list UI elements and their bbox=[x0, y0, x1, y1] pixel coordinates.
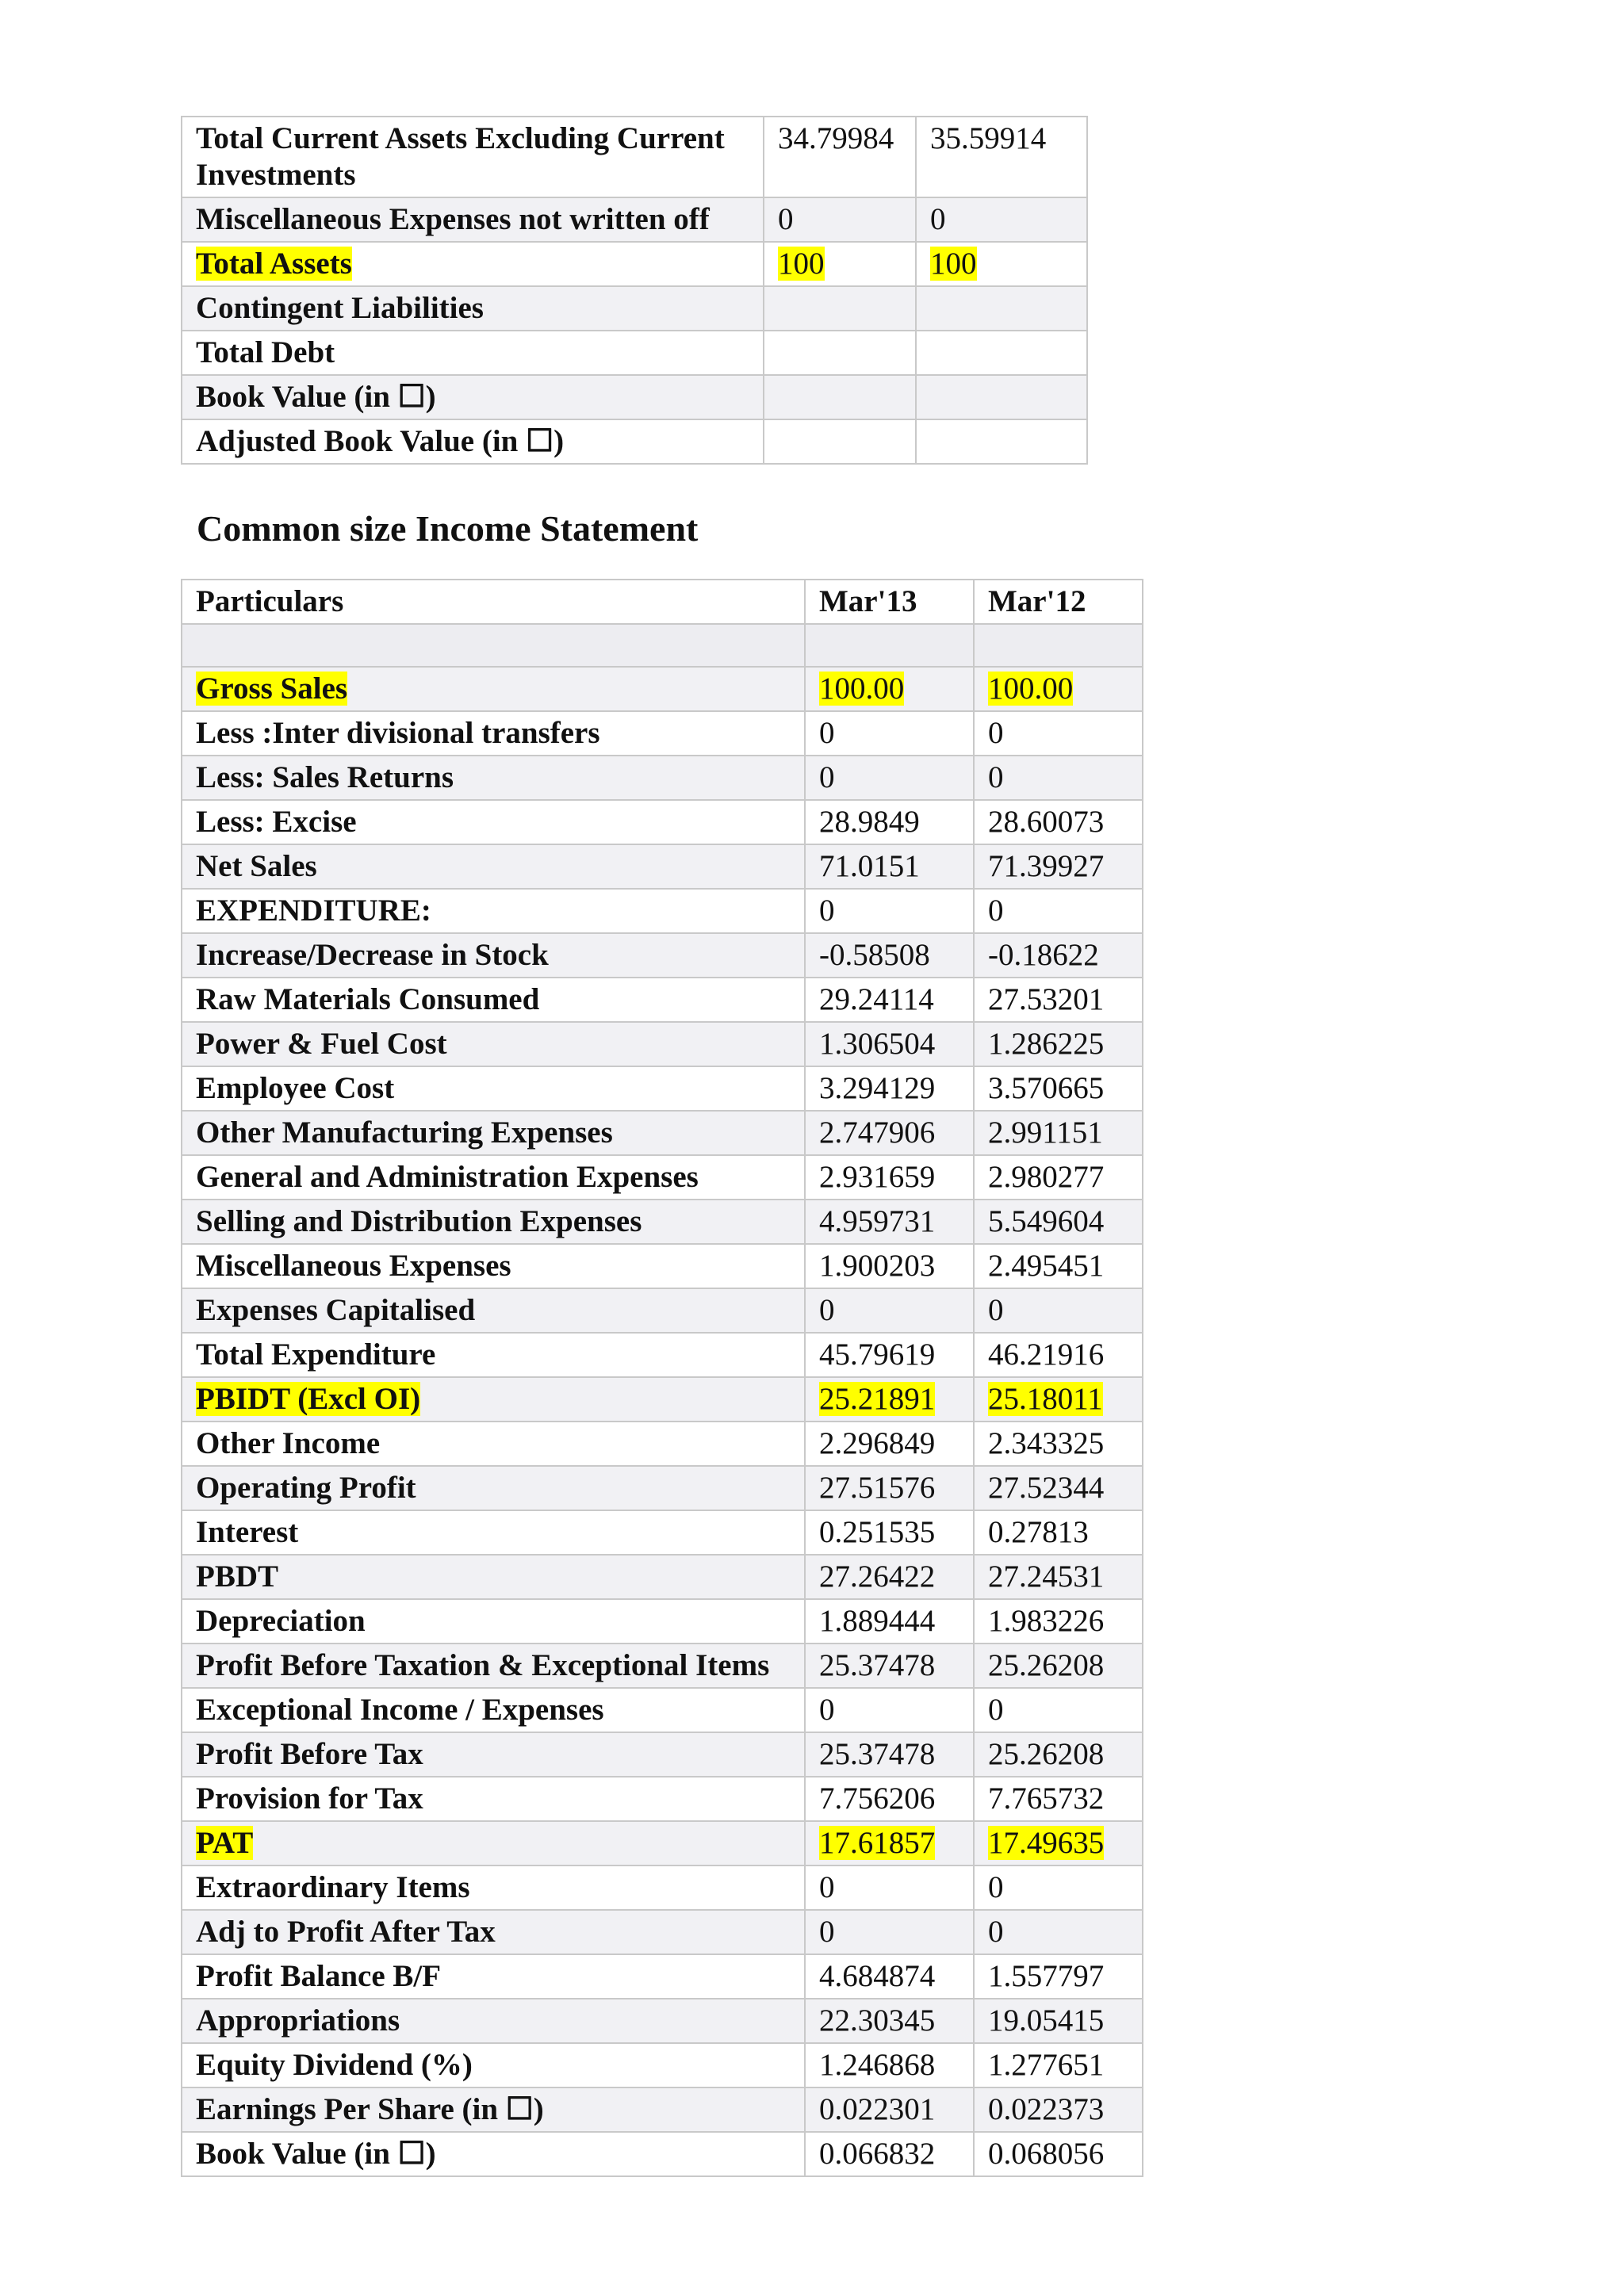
income-mar12-text: 28.60073 bbox=[988, 805, 1105, 839]
income-mar13-cell bbox=[805, 1954, 974, 1999]
balance-mar12-cell bbox=[916, 286, 1087, 331]
income-label-cell bbox=[182, 1954, 805, 1999]
income-row bbox=[182, 1422, 1143, 1466]
income-label-cell bbox=[182, 1111, 805, 1155]
balance-mar12-cell bbox=[916, 117, 1087, 197]
income-mar12-text: 1.277651 bbox=[988, 2048, 1105, 2082]
income-mar13-cell bbox=[805, 1555, 974, 1599]
income-mar13-text: 2.296849 bbox=[819, 1426, 936, 1460]
balance-mar13-cell bbox=[764, 286, 916, 331]
income-label-text: Profit Balance B/F bbox=[196, 1959, 442, 1993]
income-mar13-cell bbox=[805, 711, 974, 756]
income-label-text: Selling and Distribution Expenses bbox=[196, 1204, 642, 1238]
balance-mar12-text: 0 bbox=[930, 202, 946, 236]
income-mar12-text: 0 bbox=[988, 760, 1004, 794]
income-mar13-cell bbox=[805, 1821, 974, 1866]
income-mar12-cell bbox=[974, 1377, 1143, 1422]
balance-row bbox=[182, 331, 1087, 375]
income-label-cell bbox=[182, 1333, 805, 1377]
balance-label-cell bbox=[182, 197, 764, 242]
balance-mar13-cell bbox=[764, 242, 916, 286]
balance-row bbox=[182, 375, 1087, 419]
income-label-cell bbox=[182, 1510, 805, 1555]
balance-row bbox=[182, 197, 1087, 242]
income-label-text: Profit Before Tax bbox=[196, 1737, 423, 1771]
income-mar13-cell bbox=[805, 800, 974, 844]
income-mar12-cell bbox=[974, 2087, 1143, 2132]
income-mar13-cell bbox=[805, 1466, 974, 1510]
income-mar12-text: 5.549604 bbox=[988, 1204, 1105, 1238]
income-mar13-cell bbox=[805, 2087, 974, 2132]
income-label-cell bbox=[182, 1066, 805, 1111]
income-label-text: Total Expenditure bbox=[196, 1337, 436, 1372]
income-label-cell bbox=[182, 844, 805, 889]
income-row bbox=[182, 1200, 1143, 1244]
income-mar13-text: 0 bbox=[819, 1693, 835, 1727]
income-mar13-cell bbox=[805, 1155, 974, 1200]
balance-mar12-text: 100 bbox=[930, 247, 977, 281]
balance-mar13-text: 0 bbox=[778, 202, 794, 236]
income-mar13-text: 22.30345 bbox=[819, 2003, 936, 2038]
income-label-text: Adj to Profit After Tax bbox=[196, 1915, 496, 1949]
income-mar12-text: 0 bbox=[988, 1293, 1004, 1327]
income-mar12-cell bbox=[974, 1022, 1143, 1066]
income-mar12-cell bbox=[974, 889, 1143, 933]
income-label-cell bbox=[182, 1821, 805, 1866]
income-label-cell bbox=[182, 933, 805, 978]
income-row bbox=[182, 889, 1143, 933]
income-mar13-text: 1.889444 bbox=[819, 1604, 936, 1638]
income-mar12-text: 100.00 bbox=[988, 672, 1074, 706]
income-row bbox=[182, 2132, 1143, 2176]
income-mar13-text: 29.24114 bbox=[819, 982, 934, 1016]
income-mar12-text: 0.022373 bbox=[988, 2092, 1105, 2126]
income-mar12-text: 17.49635 bbox=[988, 1826, 1105, 1860]
income-mar13-cell bbox=[805, 933, 974, 978]
income-label-text: Less :Inter divisional transfers bbox=[196, 716, 600, 750]
income-label-text: Depreciation bbox=[196, 1604, 366, 1638]
income-row bbox=[182, 933, 1143, 978]
income-label-text: Raw Materials Consumed bbox=[196, 982, 540, 1016]
income-row bbox=[182, 1510, 1143, 1555]
income-mar12-text: 1.286225 bbox=[988, 1027, 1105, 1061]
income-label-text: Earnings Per Share (in ☐) bbox=[196, 2092, 544, 2126]
income-label-cell bbox=[182, 1244, 805, 1288]
income-mar13-cell bbox=[805, 756, 974, 800]
income-label-text: Gross Sales bbox=[196, 672, 348, 706]
income-mar12-cell bbox=[974, 1821, 1143, 1866]
income-label-text: Exceptional Income / Expenses bbox=[196, 1693, 604, 1727]
balance-label-text: Contingent Liabilities bbox=[196, 291, 484, 325]
income-row bbox=[182, 2043, 1143, 2087]
income-mar13-text: 17.61857 bbox=[819, 1826, 936, 1860]
balance-mar13-cell bbox=[764, 117, 916, 197]
income-row bbox=[182, 667, 1143, 711]
income-row bbox=[182, 1466, 1143, 1510]
income-statement-body bbox=[182, 624, 1143, 2176]
income-mar12-cell bbox=[974, 1466, 1143, 1510]
income-row bbox=[182, 1022, 1143, 1066]
income-mar13-cell bbox=[805, 1999, 974, 2043]
income-row bbox=[182, 1377, 1143, 1422]
income-mar12-cell bbox=[974, 1510, 1143, 1555]
income-label-text: Expenses Capitalised bbox=[196, 1293, 476, 1327]
income-mar12-text: 27.53201 bbox=[988, 982, 1105, 1016]
balance-mar13-cell bbox=[764, 197, 916, 242]
income-spacer-row bbox=[182, 624, 1143, 667]
income-mar12-cell bbox=[974, 1200, 1143, 1244]
income-label-text: Profit Before Taxation & Exceptional Items bbox=[196, 1648, 770, 1682]
income-mar13-text: 27.26422 bbox=[819, 1559, 936, 1594]
balance-mar13-cell bbox=[764, 419, 916, 464]
income-mar12-text: 19.05415 bbox=[988, 2003, 1105, 2038]
income-mar13-cell bbox=[805, 844, 974, 889]
income-mar13-text: 0 bbox=[819, 1870, 835, 1904]
balance-mar12-text: 35.59914 bbox=[930, 121, 1047, 155]
income-label-text: EXPENDITURE: bbox=[196, 894, 431, 928]
income-label-text: Book Value (in ☐) bbox=[196, 2137, 436, 2171]
income-mar12-cell bbox=[974, 1910, 1143, 1954]
income-row bbox=[182, 1599, 1143, 1644]
income-row bbox=[182, 1688, 1143, 1732]
income-row bbox=[182, 1866, 1143, 1910]
income-row bbox=[182, 1111, 1143, 1155]
income-label-text: Appropriations bbox=[196, 2003, 400, 2038]
income-mar12-text: 25.26208 bbox=[988, 1737, 1105, 1771]
income-mar12-cell bbox=[974, 711, 1143, 756]
balance-label-text: Miscellaneous Expenses not written off bbox=[196, 202, 710, 236]
income-mar13-cell bbox=[805, 1244, 974, 1288]
balance-label-cell bbox=[182, 375, 764, 419]
income-mar12-cell bbox=[974, 1866, 1143, 1910]
income-mar12-text: 2.343325 bbox=[988, 1426, 1105, 1460]
income-mar12-text: 0 bbox=[988, 1693, 1004, 1727]
income-row bbox=[182, 1954, 1143, 1999]
balance-mar12-cell bbox=[916, 375, 1087, 419]
income-mar13-text: 0 bbox=[819, 894, 835, 928]
income-mar13-text: 71.0151 bbox=[819, 849, 920, 883]
income-mar12-cell bbox=[974, 1244, 1143, 1288]
income-mar13-cell bbox=[805, 1200, 974, 1244]
income-mar13-text: 100.00 bbox=[819, 672, 905, 706]
balance-sheet-body bbox=[182, 117, 1087, 464]
balance-mar12-cell bbox=[916, 242, 1087, 286]
income-mar12-cell bbox=[974, 1111, 1143, 1155]
balance-row bbox=[182, 419, 1087, 464]
income-mar12-text: 7.765732 bbox=[988, 1781, 1105, 1816]
income-row bbox=[182, 2087, 1143, 2132]
balance-label-cell bbox=[182, 419, 764, 464]
balance-sheet-table bbox=[181, 116, 1088, 465]
income-row bbox=[182, 1821, 1143, 1866]
income-label-cell bbox=[182, 1200, 805, 1244]
income-mar13-text: 27.51576 bbox=[819, 1471, 936, 1505]
balance-label-text: Total Current Assets Excluding Current Investments bbox=[196, 121, 725, 192]
income-row bbox=[182, 1910, 1143, 1954]
income-label-cell bbox=[182, 711, 805, 756]
balance-mar13-text: 100 bbox=[778, 247, 825, 281]
income-header-row bbox=[182, 580, 1143, 624]
income-label-cell bbox=[182, 1999, 805, 2043]
income-mar12-cell bbox=[974, 933, 1143, 978]
income-mar13-cell bbox=[805, 1910, 974, 1954]
balance-mar13-text: 34.79984 bbox=[778, 121, 894, 155]
income-label-cell bbox=[182, 667, 805, 711]
income-mar12-cell bbox=[974, 756, 1143, 800]
income-mar13-text: 2.931659 bbox=[819, 1160, 936, 1194]
income-mar13-text: 0.022301 bbox=[819, 2092, 936, 2126]
income-mar12-cell bbox=[974, 667, 1143, 711]
income-mar12-cell bbox=[974, 1333, 1143, 1377]
income-label-cell bbox=[182, 1555, 805, 1599]
income-mar12-cell bbox=[974, 978, 1143, 1022]
income-label-text: Equity Dividend (%) bbox=[196, 2048, 473, 2082]
balance-label-cell bbox=[182, 117, 764, 197]
income-mar12-text: 0.068056 bbox=[988, 2137, 1105, 2171]
income-row bbox=[182, 800, 1143, 844]
income-label-cell bbox=[182, 1644, 805, 1688]
income-label-cell bbox=[182, 1732, 805, 1777]
income-mar12-cell bbox=[974, 1155, 1143, 1200]
income-mar13-cell bbox=[805, 1777, 974, 1821]
income-label-cell bbox=[182, 1910, 805, 1954]
income-mar12-cell bbox=[974, 1777, 1143, 1821]
income-mar13-text: 0 bbox=[819, 716, 835, 750]
income-mar13-text: 25.37478 bbox=[819, 1648, 936, 1682]
income-mar13-cell bbox=[805, 1422, 974, 1466]
income-statement-table bbox=[181, 579, 1143, 2177]
income-mar13-text: 0 bbox=[819, 760, 835, 794]
income-row bbox=[182, 1999, 1143, 2043]
income-mar12-text: 46.21916 bbox=[988, 1337, 1105, 1372]
income-mar12-text: 25.26208 bbox=[988, 1648, 1105, 1682]
income-mar12-cell bbox=[974, 1954, 1143, 1999]
income-label-cell bbox=[182, 1777, 805, 1821]
income-mar12-text: 0 bbox=[988, 894, 1004, 928]
balance-label-text: Adjusted Book Value (in ☐) bbox=[196, 424, 565, 458]
income-mar13-cell bbox=[805, 978, 974, 1022]
income-label-cell bbox=[182, 756, 805, 800]
income-mar13-cell bbox=[805, 1510, 974, 1555]
income-row bbox=[182, 1777, 1143, 1821]
income-row bbox=[182, 1066, 1143, 1111]
income-mar13-text: 25.37478 bbox=[819, 1737, 936, 1771]
income-mar12-text: 1.557797 bbox=[988, 1959, 1105, 1993]
income-label-text: Less: Sales Returns bbox=[196, 760, 454, 794]
income-label-text: Employee Cost bbox=[196, 1071, 395, 1105]
income-mar12-text: 0 bbox=[988, 1870, 1004, 1904]
income-mar12-text: 27.52344 bbox=[988, 1471, 1105, 1505]
income-label-cell bbox=[182, 1022, 805, 1066]
balance-label-text: Book Value (in ☐) bbox=[196, 380, 436, 414]
income-mar12-cell bbox=[974, 1422, 1143, 1466]
income-label-cell bbox=[182, 1377, 805, 1422]
income-mar13-text: 7.756206 bbox=[819, 1781, 936, 1816]
income-mar13-cell bbox=[805, 2132, 974, 2176]
income-mar12-text: 2.495451 bbox=[988, 1249, 1105, 1283]
income-label-text: PAT bbox=[196, 1826, 254, 1860]
income-label-cell bbox=[182, 978, 805, 1022]
income-statement-title: Common size Income Statement bbox=[197, 508, 699, 549]
income-mar13-text: 1.306504 bbox=[819, 1027, 936, 1061]
income-mar12-text: 0.27813 bbox=[988, 1515, 1089, 1549]
income-label-cell bbox=[182, 1155, 805, 1200]
income-mar12-cell bbox=[974, 1288, 1143, 1333]
income-mar13-cell bbox=[805, 1599, 974, 1644]
income-label-cell bbox=[182, 889, 805, 933]
income-mar13-cell bbox=[805, 1377, 974, 1422]
balance-mar12-cell bbox=[916, 197, 1087, 242]
income-mar12-text: 3.570665 bbox=[988, 1071, 1105, 1105]
balance-mar12-cell bbox=[916, 419, 1087, 464]
spacer-cell bbox=[974, 624, 1143, 667]
income-mar13-cell bbox=[805, 1066, 974, 1111]
balance-label-cell bbox=[182, 286, 764, 331]
income-mar13-text: 4.959731 bbox=[819, 1204, 936, 1238]
income-mar12-cell bbox=[974, 1732, 1143, 1777]
income-mar13-text: 25.21891 bbox=[819, 1382, 936, 1416]
balance-mar12-cell bbox=[916, 331, 1087, 375]
income-mar13-cell bbox=[805, 667, 974, 711]
income-mar12-text: 2.980277 bbox=[988, 1160, 1105, 1194]
income-label-cell bbox=[182, 800, 805, 844]
spacer-cell bbox=[805, 624, 974, 667]
income-label-cell bbox=[182, 2087, 805, 2132]
income-mar13-cell bbox=[805, 1688, 974, 1732]
income-mar13-text: 0.066832 bbox=[819, 2137, 936, 2171]
income-mar13-text: 1.900203 bbox=[819, 1249, 936, 1283]
income-mar12-cell bbox=[974, 1644, 1143, 1688]
balance-label-cell bbox=[182, 242, 764, 286]
income-mar13-cell bbox=[805, 889, 974, 933]
income-row bbox=[182, 1644, 1143, 1688]
income-mar12-cell bbox=[974, 800, 1143, 844]
income-row bbox=[182, 978, 1143, 1022]
income-label-text: Increase/Decrease in Stock bbox=[196, 938, 549, 972]
income-mar12-text: 71.39927 bbox=[988, 849, 1105, 883]
income-mar12-cell bbox=[974, 2043, 1143, 2087]
balance-row bbox=[182, 242, 1087, 286]
income-mar13-cell bbox=[805, 1866, 974, 1910]
spacer-cell bbox=[182, 624, 805, 667]
balance-row bbox=[182, 286, 1087, 331]
income-mar12-text: 25.18011 bbox=[988, 1382, 1103, 1416]
income-row bbox=[182, 844, 1143, 889]
balance-row bbox=[182, 117, 1087, 197]
income-row bbox=[182, 1288, 1143, 1333]
income-mar13-text: 4.684874 bbox=[819, 1959, 936, 1993]
income-label-text: Other Income bbox=[196, 1426, 381, 1460]
income-mar13-text: 28.9849 bbox=[819, 805, 920, 839]
income-row bbox=[182, 711, 1143, 756]
income-mar13-cell bbox=[805, 2043, 974, 2087]
income-mar13-text: 3.294129 bbox=[819, 1071, 936, 1105]
income-mar12-text: 2.991151 bbox=[988, 1115, 1103, 1150]
income-label-text: Extraordinary Items bbox=[196, 1870, 470, 1904]
income-mar13-cell bbox=[805, 1111, 974, 1155]
income-label-cell bbox=[182, 2132, 805, 2176]
income-row bbox=[182, 756, 1143, 800]
income-mar13-text: -0.58508 bbox=[819, 938, 930, 972]
header-mar13: Mar'13 bbox=[805, 580, 974, 624]
header-particulars: Particulars bbox=[182, 580, 805, 624]
balance-label-cell bbox=[182, 331, 764, 375]
income-row bbox=[182, 1732, 1143, 1777]
income-mar13-text: 1.246868 bbox=[819, 2048, 936, 2082]
income-label-text: PBIDT (Excl OI) bbox=[196, 1382, 421, 1416]
income-row bbox=[182, 1555, 1143, 1599]
income-mar13-cell bbox=[805, 1732, 974, 1777]
income-mar13-text: 0 bbox=[819, 1915, 835, 1949]
income-label-cell bbox=[182, 1688, 805, 1732]
income-mar13-text: 2.747906 bbox=[819, 1115, 936, 1150]
income-mar12-cell bbox=[974, 844, 1143, 889]
income-label-text: PBDT bbox=[196, 1559, 279, 1594]
income-label-text: Other Manufacturing Expenses bbox=[196, 1115, 613, 1150]
income-label-text: Power & Fuel Cost bbox=[196, 1027, 447, 1061]
balance-label-text: Total Debt bbox=[196, 335, 335, 369]
income-label-text: Provision for Tax bbox=[196, 1781, 423, 1816]
income-mar12-text: 0 bbox=[988, 716, 1004, 750]
income-label-cell bbox=[182, 1866, 805, 1910]
income-row bbox=[182, 1244, 1143, 1288]
income-mar12-cell bbox=[974, 1555, 1143, 1599]
income-label-cell bbox=[182, 1599, 805, 1644]
income-label-cell bbox=[182, 1422, 805, 1466]
income-mar13-cell bbox=[805, 1333, 974, 1377]
income-mar12-text: 1.983226 bbox=[988, 1604, 1105, 1638]
income-mar13-text: 0.251535 bbox=[819, 1515, 936, 1549]
income-mar13-cell bbox=[805, 1644, 974, 1688]
income-mar12-cell bbox=[974, 1999, 1143, 2043]
income-label-text: Operating Profit bbox=[196, 1471, 416, 1505]
income-mar13-text: 0 bbox=[819, 1293, 835, 1327]
income-mar12-text: 27.24531 bbox=[988, 1559, 1105, 1594]
income-mar13-cell bbox=[805, 1288, 974, 1333]
income-row bbox=[182, 1155, 1143, 1200]
income-mar12-cell bbox=[974, 1688, 1143, 1732]
income-label-cell bbox=[182, 1288, 805, 1333]
balance-mar13-cell bbox=[764, 375, 916, 419]
income-mar12-cell bbox=[974, 2132, 1143, 2176]
income-label-text: General and Administration Expenses bbox=[196, 1160, 699, 1194]
income-mar12-text: -0.18622 bbox=[988, 938, 1099, 972]
income-label-cell bbox=[182, 2043, 805, 2087]
income-mar12-text: 0 bbox=[988, 1915, 1004, 1949]
balance-label-text: Total Assets bbox=[196, 247, 352, 281]
balance-mar13-cell bbox=[764, 331, 916, 375]
income-label-text: Interest bbox=[196, 1515, 299, 1549]
income-mar13-cell bbox=[805, 1022, 974, 1066]
income-mar12-cell bbox=[974, 1599, 1143, 1644]
income-mar13-text: 45.79619 bbox=[819, 1337, 936, 1372]
income-label-text: Net Sales bbox=[196, 849, 317, 883]
income-mar12-cell bbox=[974, 1066, 1143, 1111]
income-label-text: Miscellaneous Expenses bbox=[196, 1249, 511, 1283]
income-label-cell bbox=[182, 1466, 805, 1510]
header-mar12: Mar'12 bbox=[974, 580, 1143, 624]
income-label-text: Less: Excise bbox=[196, 805, 357, 839]
income-row bbox=[182, 1333, 1143, 1377]
